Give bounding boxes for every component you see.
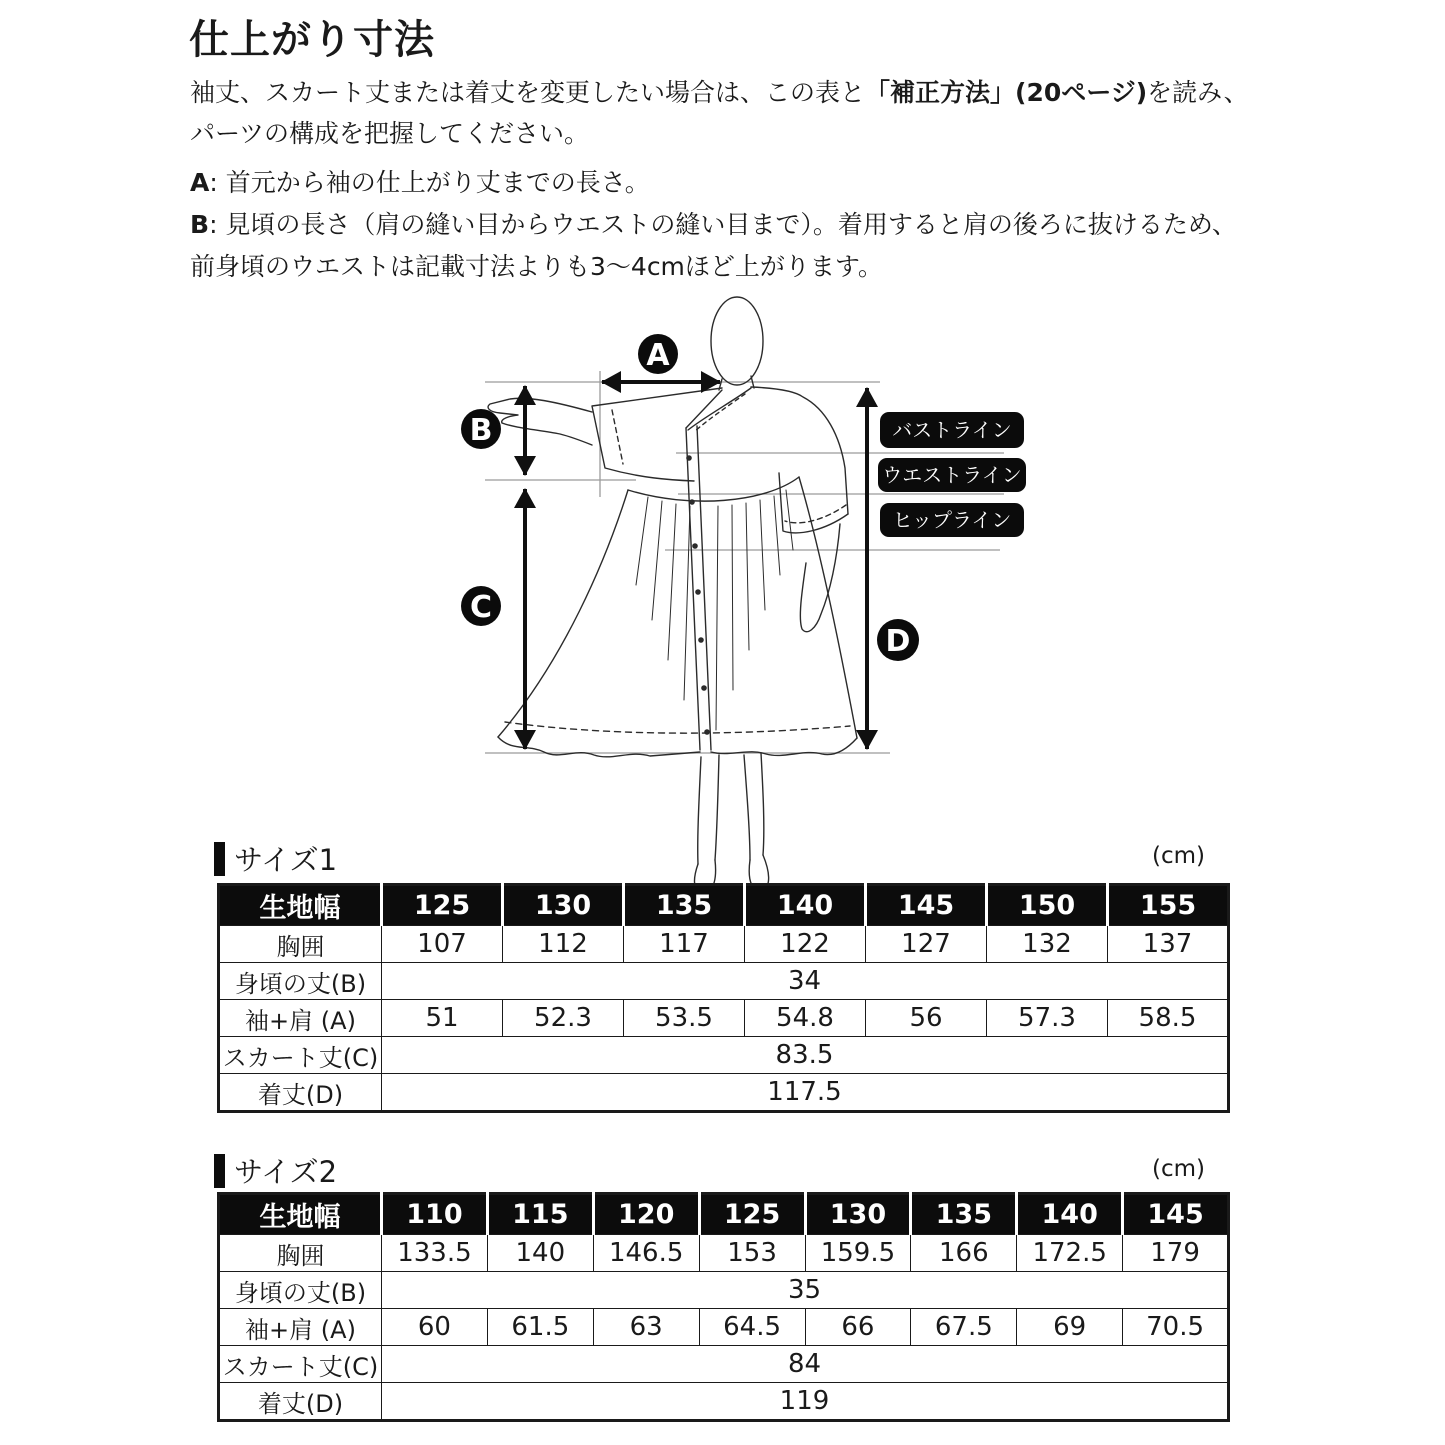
header-width-value: 140 bbox=[1017, 1194, 1123, 1235]
cell-value: 122 bbox=[745, 926, 866, 963]
row-label: 胸囲 bbox=[219, 926, 382, 963]
header-width-value: 135 bbox=[624, 885, 745, 926]
note-b: B: 見頃の長さ（肩の縫い目からウエストの縫い目まで）。着用すると肩の後ろに抜けるため、 bbox=[190, 210, 1237, 239]
header-label: 生地幅 bbox=[219, 885, 382, 926]
cell-value: 66 bbox=[805, 1309, 911, 1346]
size2-title bbox=[214, 1150, 337, 1191]
hip-line-label: ヒップライン bbox=[892, 508, 1012, 532]
cell-value: 132 bbox=[987, 926, 1108, 963]
header-width-value: 135 bbox=[911, 1194, 1017, 1235]
size2-unit: (cm) bbox=[1152, 1156, 1205, 1182]
cell-value: 133.5 bbox=[382, 1235, 488, 1272]
cell-value: 137 bbox=[1108, 926, 1229, 963]
measurement-arrows bbox=[525, 382, 867, 749]
page-title: 仕上がり寸法 bbox=[189, 17, 435, 63]
table-row bbox=[219, 1037, 1229, 1074]
cell-value: 52.3 bbox=[503, 1000, 624, 1037]
cell-value: 60 bbox=[382, 1309, 488, 1346]
table-row bbox=[219, 1383, 1229, 1421]
table-header-row bbox=[219, 885, 1229, 926]
size2-table bbox=[217, 1192, 1230, 1422]
intro-line-2: パーツの構成を把握してください。 bbox=[190, 119, 590, 148]
marker-b-letter: B bbox=[469, 413, 493, 448]
note-a: A: 首元から袖の仕上がり丈までの長さ。 bbox=[190, 168, 650, 197]
header-width-value: 115 bbox=[487, 1194, 593, 1235]
cell-value: 112 bbox=[503, 926, 624, 963]
intro-paragraph bbox=[190, 72, 1330, 154]
row-label: 胸囲 bbox=[219, 1235, 382, 1272]
table-row bbox=[219, 1272, 1229, 1309]
marker-a-letter: A bbox=[646, 338, 670, 373]
header-width-value: 155 bbox=[1108, 885, 1229, 926]
cell-value: 140 bbox=[487, 1235, 593, 1272]
marker-c-letter: C bbox=[469, 590, 493, 625]
cell-value: 69 bbox=[1017, 1309, 1123, 1346]
figure-head bbox=[711, 297, 763, 385]
table-row bbox=[219, 926, 1229, 963]
cell-value: 166 bbox=[911, 1235, 1017, 1272]
merged-cell-value: 119 bbox=[382, 1383, 1229, 1421]
cell-value: 159.5 bbox=[805, 1235, 911, 1272]
cell-value: 53.5 bbox=[624, 1000, 745, 1037]
header-width-value: 150 bbox=[987, 885, 1108, 926]
skirt-gathers bbox=[636, 490, 793, 730]
section-marker bbox=[214, 1154, 225, 1188]
cell-value: 172.5 bbox=[1017, 1235, 1123, 1272]
cell-value: 70.5 bbox=[1123, 1309, 1229, 1346]
cell-value: 153 bbox=[699, 1235, 805, 1272]
cell-value: 56 bbox=[866, 1000, 987, 1037]
cell-value: 57.3 bbox=[987, 1000, 1108, 1037]
table-row bbox=[219, 1074, 1229, 1112]
row-label: 着丈(D) bbox=[219, 1074, 382, 1112]
header-width-value: 130 bbox=[503, 885, 624, 926]
note-b-continued: 前身頃のウエストは記載寸法よりも3〜4cmほど上がります。 bbox=[190, 252, 883, 281]
merged-cell-value: 34 bbox=[382, 963, 1229, 1000]
row-label: 身頃の丈(B) bbox=[219, 1272, 382, 1309]
cell-value: 146.5 bbox=[593, 1235, 699, 1272]
size1-unit: (cm) bbox=[1152, 843, 1205, 869]
bodyline-labels bbox=[878, 412, 1026, 537]
row-label: 着丈(D) bbox=[219, 1383, 382, 1421]
cell-value: 63 bbox=[593, 1309, 699, 1346]
header-width-value: 130 bbox=[805, 1194, 911, 1235]
header-width-value: 140 bbox=[745, 885, 866, 926]
measurement-diagram bbox=[430, 278, 1190, 923]
table-row bbox=[219, 1235, 1229, 1272]
merged-cell-value: 117.5 bbox=[382, 1074, 1229, 1112]
cell-value: 51 bbox=[382, 1000, 503, 1037]
intro-line-1: 袖丈、スカート丈または着丈を変更したい場合は、この表と「補正方法」(20ページ)を読み、 bbox=[190, 78, 1249, 107]
header-width-value: 125 bbox=[699, 1194, 805, 1235]
table-row bbox=[219, 1000, 1229, 1037]
table-row bbox=[219, 1346, 1229, 1383]
cell-value: 54.8 bbox=[745, 1000, 866, 1037]
header-width-value: 145 bbox=[866, 885, 987, 926]
bold-reference: 「補正方法」(20ページ) bbox=[865, 78, 1148, 107]
header-width-value: 125 bbox=[382, 885, 503, 926]
row-label: 袖+肩 (A) bbox=[219, 1000, 382, 1037]
row-label: スカート丈(C) bbox=[219, 1346, 382, 1383]
row-label: スカート丈(C) bbox=[219, 1037, 382, 1074]
header-label: 生地幅 bbox=[219, 1194, 382, 1235]
cell-value: 107 bbox=[382, 926, 503, 963]
cell-value: 64.5 bbox=[699, 1309, 805, 1346]
cell-value: 127 bbox=[866, 926, 987, 963]
dress-illustration bbox=[488, 297, 857, 893]
header-width-value: 120 bbox=[593, 1194, 699, 1235]
section-marker bbox=[214, 842, 225, 876]
table-row bbox=[219, 963, 1229, 1000]
header-width-value: 145 bbox=[1123, 1194, 1229, 1235]
waist-line-label: ウエストライン bbox=[882, 463, 1022, 487]
merged-cell-value: 84 bbox=[382, 1346, 1229, 1383]
row-label: 身頃の丈(B) bbox=[219, 963, 382, 1000]
marker-d-letter: D bbox=[885, 624, 911, 659]
table-row bbox=[219, 1309, 1229, 1346]
size1-title-text: サイズ1 bbox=[234, 843, 338, 877]
size1-table bbox=[217, 883, 1230, 1113]
table-header-row bbox=[219, 1194, 1229, 1235]
cell-value: 117 bbox=[624, 926, 745, 963]
size2-title-text: サイズ2 bbox=[234, 1155, 338, 1189]
cell-value: 61.5 bbox=[487, 1309, 593, 1346]
size1-title bbox=[214, 838, 337, 879]
row-label: 袖+肩 (A) bbox=[219, 1309, 382, 1346]
header-width-value: 110 bbox=[382, 1194, 488, 1235]
merged-cell-value: 83.5 bbox=[382, 1037, 1229, 1074]
cell-value: 179 bbox=[1123, 1235, 1229, 1272]
cell-value: 58.5 bbox=[1108, 1000, 1229, 1037]
cell-value: 67.5 bbox=[911, 1309, 1017, 1346]
bust-line-label: バストライン bbox=[892, 418, 1012, 442]
measurement-notes bbox=[190, 162, 1340, 288]
merged-cell-value: 35 bbox=[382, 1272, 1229, 1309]
